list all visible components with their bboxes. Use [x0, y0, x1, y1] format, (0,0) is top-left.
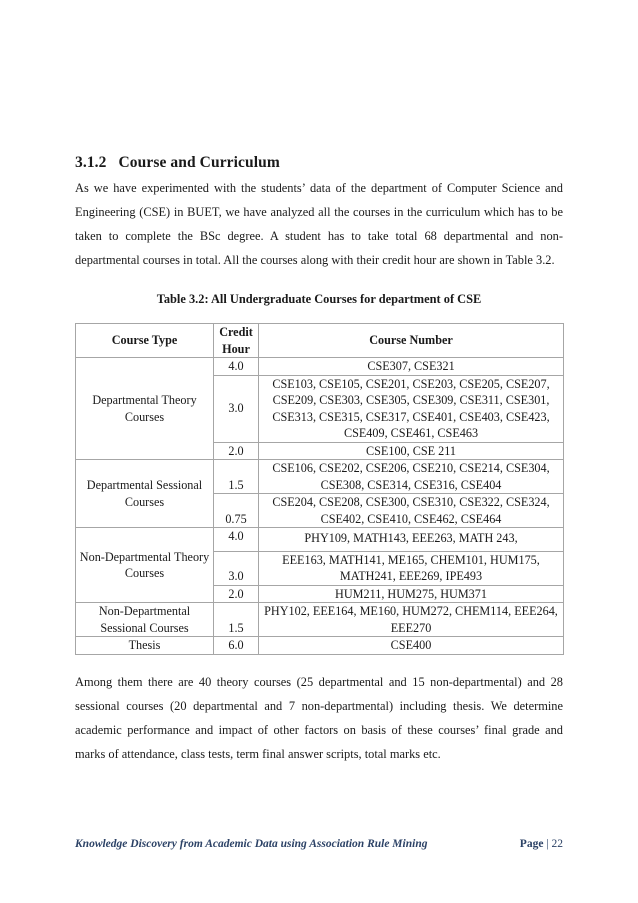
footer-page — [520, 838, 563, 850]
course-type-cell: Departmental Sessional Courses — [76, 460, 214, 528]
course-number-cell: CSE100, CSE 211 — [259, 442, 564, 460]
credit-cell: 6.0 — [214, 637, 259, 655]
table-row — [76, 637, 564, 655]
course-type-cell: Non-Departmental Sessional Courses — [76, 603, 214, 637]
credit-cell: 1.5 — [214, 603, 259, 637]
section-title: Course and Curriculum — [118, 154, 280, 171]
course-number-cell: CSE103, CSE105, CSE201, CSE203, CSE205, CSE207, CSE209, CSE303, CSE305, CSE309, CSE311, CSE301, CSE313, CSE315, CSE317, CSE401, CSE403, CSE423, CSE409, CSE461, CSE463 — [259, 375, 564, 442]
table-row — [76, 603, 564, 637]
table-row — [76, 528, 564, 552]
courses-table — [75, 323, 564, 655]
header-course-type: Course Type — [76, 324, 214, 358]
section-number: 3.1.2 — [75, 154, 107, 171]
credit-cell: 0.75 — [214, 494, 259, 528]
table-row — [76, 358, 564, 376]
footer-page-number: 22 — [551, 838, 563, 850]
course-number-cell: HUM211, HUM275, HUM371 — [259, 585, 564, 603]
course-number-cell: CSE307, CSE321 — [259, 358, 564, 376]
footer-title: Knowledge Discovery from Academic Data using Association Rule Mining — [75, 838, 428, 850]
course-number-cell: PHY102, EEE164, ME160, HUM272, CHEM114, EEE264, EEE270 — [259, 603, 564, 637]
closing-paragraph: Among them there are 40 theory courses (25 departmental and 15 non-departmental) and 28 sessional courses (20 departmental and 7 non-departmental) including thesis. We determine academic performance and impact of other factors on basis of these courses’ final grade and marks of attendance, class tests, term final answer scripts, total marks etc. — [75, 675, 563, 761]
course-number-cell: CSE400 — [259, 637, 564, 655]
header-credit-hour: Credit Hour — [214, 324, 259, 358]
section-heading — [75, 154, 280, 172]
table-row — [76, 460, 564, 494]
credit-cell: 1.5 — [214, 460, 259, 494]
header-course-number: Course Number — [259, 324, 564, 358]
course-number-cell: CSE204, CSE208, CSE300, CSE310, CSE322, CSE324, CSE402, CSE410, CSE462, CSE464 — [259, 494, 564, 528]
course-number-cell: CSE106, CSE202, CSE206, CSE210, CSE214, CSE304, CSE308, CSE314, CSE316, CSE404 — [259, 460, 564, 494]
credit-cell: 2.0 — [214, 442, 259, 460]
credit-cell: 4.0 — [214, 358, 259, 376]
footer-separator: | — [543, 838, 552, 850]
credit-cell: 4.0 — [214, 528, 259, 552]
credit-cell: 3.0 — [214, 551, 259, 585]
course-type-cell: Departmental Theory Courses — [76, 358, 214, 460]
course-type-cell: Thesis — [76, 637, 214, 655]
credit-cell: 3.0 — [214, 375, 259, 442]
course-number-cell: EEE163, MATH141, ME165, CHEM101, HUM175, MATH241, EEE269, IPE493 — [259, 551, 564, 585]
credit-cell: 2.0 — [214, 585, 259, 603]
footer-page-label: Page — [519, 838, 544, 850]
table-caption: Table 3.2: All Undergraduate Courses for department of CSE — [156, 292, 482, 306]
table-header-row — [76, 324, 564, 358]
course-type-cell: Non-Departmental Theory Courses — [76, 528, 214, 603]
course-number-cell: PHY109, MATH143, EEE263, MATH 243, — [259, 528, 564, 552]
intro-paragraph: As we have experimented with the students’ data of the department of Computer Science and Engineering (CSE) in BUET, we have analyzed all the courses in the curriculum which has to be taken to complete the BSc degree. A student has to take total 68 departmental and non-departmental courses in total. All the courses along with their credit hour are shown in Table 3.2. — [75, 181, 563, 267]
